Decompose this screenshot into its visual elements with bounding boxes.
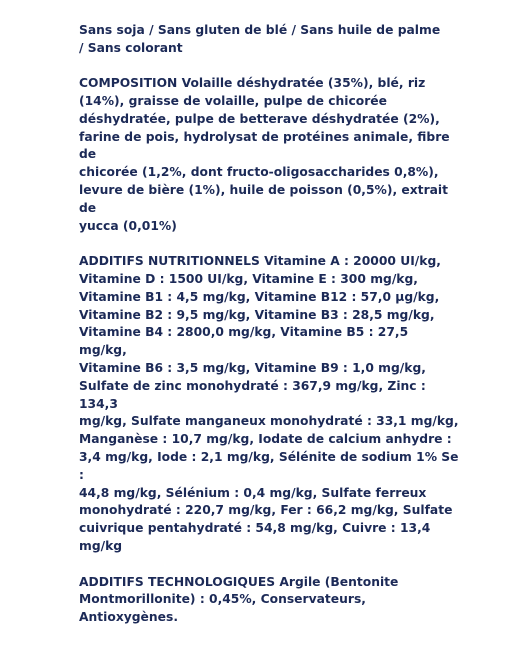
technological-additives-label: ADDITIFS TECHNOLOGIQUES	[79, 574, 276, 589]
nutritional-additives-text: Vitamine A : 20000 UI/kg, Vitamine D : 1500 UI/kg, Vitamine E : 300 mg/kg, Vitamine B1 : 4,5 mg/kg, Vitamine B12 : 57,0 µg/kg, Vitamine B2 : 9,5 mg/kg, Vitamine B3 : 28,5 mg/kg, Vitamine B4 : 2800,0 mg/kg, Vitamine B5 : 27,5 mg/kg, Vitamine B6 : 3,5 mg/kg, Vitamine B9 : 1,0 mg/kg, Sulfate de zinc monohydraté : 367,9 mg/kg, Zinc : 134,3 mg/kg, Sulfate manganeux monohydraté : 33,1 mg/kg, Manganèse : 10,7 mg/kg, Iodate de calcium anhydre : 3,4 mg/kg, Iode : 2,1 mg/kg, Sélénite de sodium 1% Se : 44,8 mg/kg, Sélénium : 0,4 mg/kg, Sulfate ferreux monohydraté : 220,7 mg/kg, Fer : 66,2 mg/kg, Sulfate cuivrique pentahydraté : 54,8 mg/kg, Cuivre : 13,4 mg/kg	[79, 254, 459, 553]
composition-label: COMPOSITION	[79, 76, 178, 91]
nutritional-additives-label: ADDITIFS NUTRITIONNELS	[79, 254, 260, 269]
claims-paragraph	[79, 4, 459, 57]
technological-additives-text: Argile (Bentonite Montmorillonite) : 0,45%, Conservateurs, Antioxygènes.	[79, 574, 399, 625]
claims-text: Sans soja / Sans gluten de blé / Sans huile de palme / Sans colorant	[79, 22, 441, 55]
ingredients-text-block	[79, 4, 459, 645]
composition-paragraph	[79, 75, 459, 235]
technological-additives-paragraph	[79, 574, 459, 627]
composition-text: Volaille déshydratée (35%), blé, riz (14%), graisse de volaille, pulpe de chicorée déshydratée, pulpe de betterave déshydratée (2%), farine de pois, hydrolysat de protéines animale, fibre de chicorée (1,2%, dont fructo-oligosaccharides 0,8%), levure de bière (1%), huile de poisson (0,5%), extrait de yucca (0,01%)	[79, 76, 450, 233]
nutritional-additives-paragraph	[79, 253, 459, 556]
